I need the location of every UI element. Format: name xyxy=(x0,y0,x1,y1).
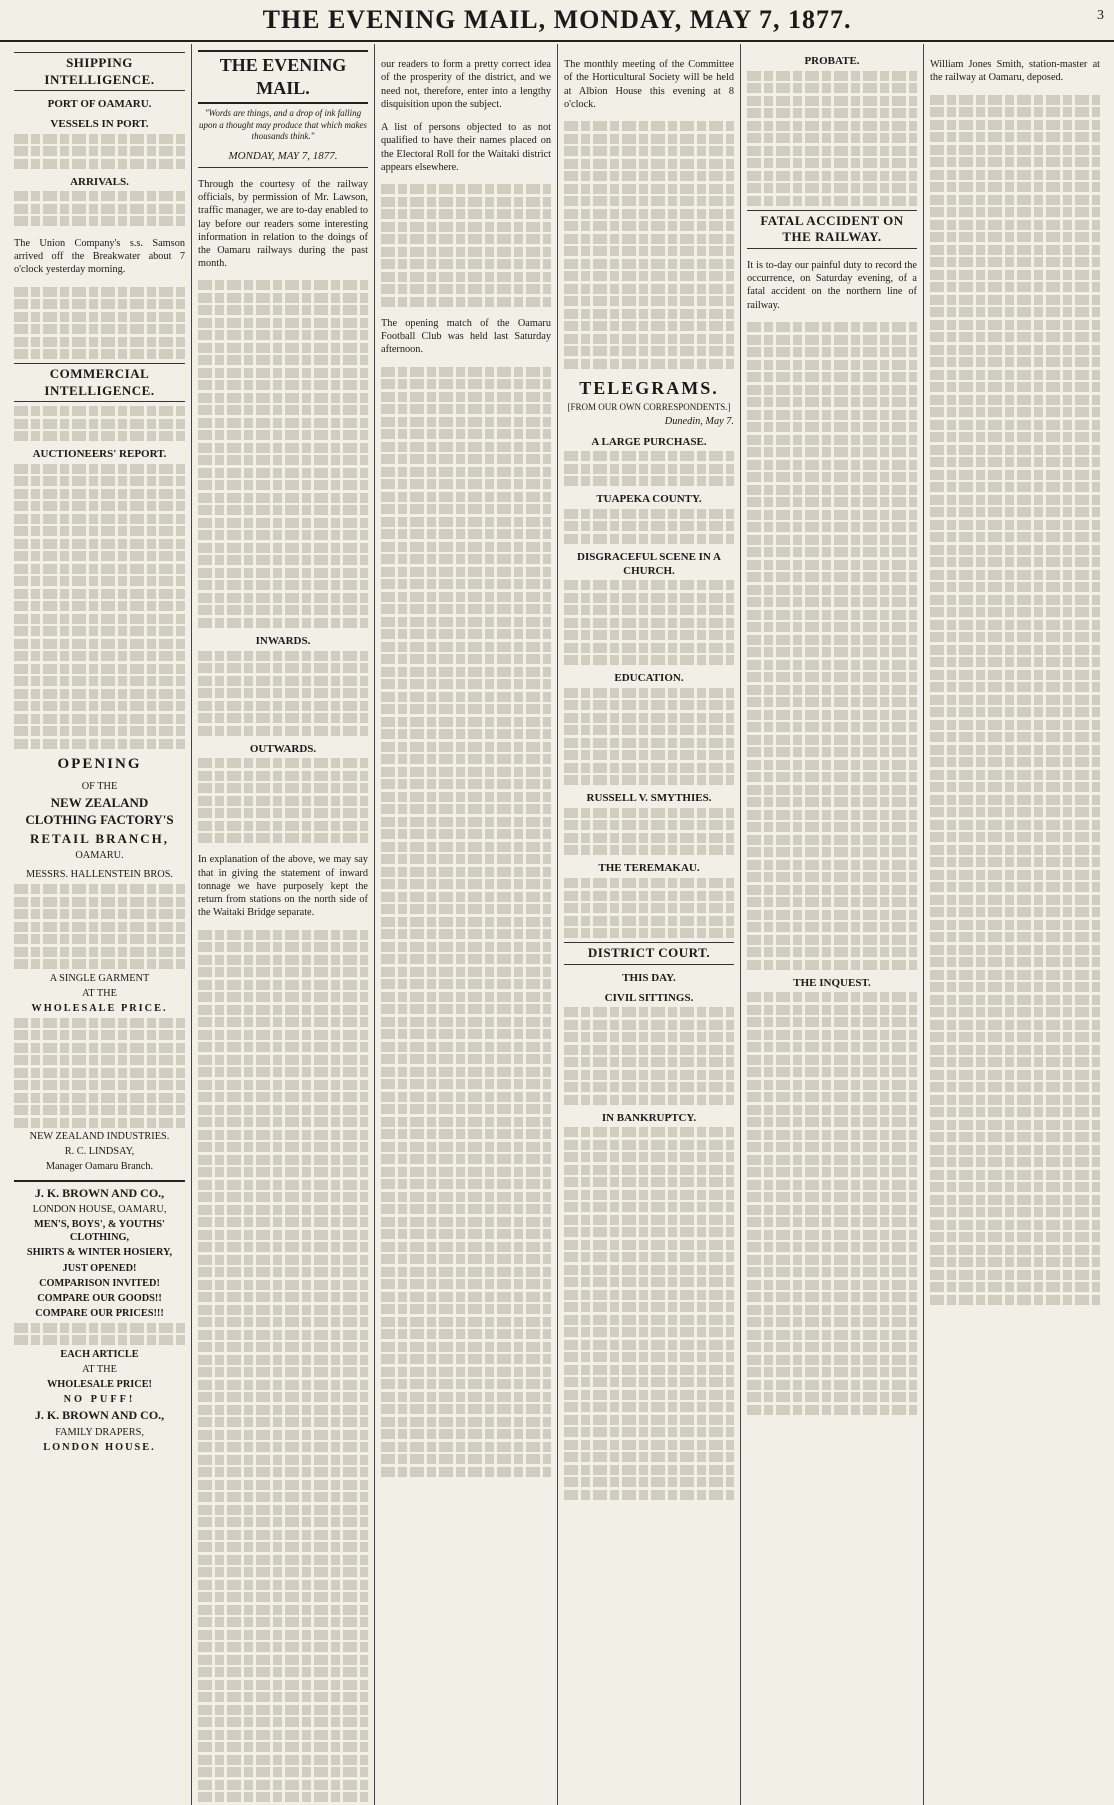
ad-just-opened: JUST OPENED! xyxy=(62,1262,137,1274)
fatal-accident-heading: FATAL ACCIDENT ON THE RAILWAY. xyxy=(747,210,917,249)
church-heading: DISGRACEFUL SCENE IN A CHURCH. xyxy=(577,550,721,577)
arrivals-text xyxy=(14,191,185,226)
ad-factory: NEW ZEALAND CLOTHING FACTORY'S xyxy=(25,795,174,827)
evening-mail-masthead: THE EVENING MAIL. xyxy=(198,50,368,104)
accident-paragraph: It is to-day our painful duty to record the occurrence, on Saturday evening, of a fatal accident on the northern line of railway. xyxy=(747,260,917,311)
ad-oamaru: OAMARU. xyxy=(75,850,124,862)
tuapeka-text xyxy=(564,509,734,544)
ad-compare-goods: COMPARE OUR GOODS!! xyxy=(37,1292,162,1304)
education-heading: EDUCATION. xyxy=(614,672,684,685)
col6-paragraph: William Jones Smith, station-master at the railway at Oamaru, deposed. xyxy=(930,59,1100,84)
vessels-text xyxy=(14,134,185,169)
vessels-heading: VESSELS IN PORT. xyxy=(50,118,149,131)
ad-nz-industries: NEW ZEALAND INDUSTRIES. xyxy=(29,1131,170,1143)
ad-london-house-2: LONDON HOUSE. xyxy=(43,1441,156,1453)
column-6 xyxy=(923,44,1106,1805)
columns xyxy=(8,44,1106,1453)
tuapeka-heading: TUAPEKA COUNTY. xyxy=(596,493,702,506)
correspondents-note: [FROM OUR OWN CORRESPONDENTS.] xyxy=(567,401,731,412)
ad-compare-prices: COMPARE OUR PRICES!!! xyxy=(35,1308,164,1320)
newspaper-title: THE EVENING MAIL, MONDAY, MAY 7, 1877. xyxy=(262,5,852,34)
ad-brown-2: J. K. BROWN AND CO., xyxy=(34,1408,165,1423)
ad-lindsay: R. C. LINDSAY, xyxy=(64,1146,135,1158)
civil-sittings: CIVIL SITTINGS. xyxy=(604,991,694,1004)
ad-wholesale-price: WHOLESALE PRICE! xyxy=(47,1379,152,1391)
ad-manager: Manager Oamaru Branch. xyxy=(45,1161,154,1173)
court-text xyxy=(564,1007,734,1105)
commercial-text xyxy=(14,406,185,441)
col3-text-1 xyxy=(381,184,551,307)
inquest-heading: THE INQUEST. xyxy=(793,976,871,989)
col3-paragraph-1: our readers to form a pretty correct idea of the prosperity of the district, and we need not, therefore, enter into a lengthy disquisition upon the subject. xyxy=(381,59,551,110)
explanation-text xyxy=(198,930,368,1803)
ad-comparison: COMPARISON INVITED! xyxy=(39,1277,160,1289)
ad-no-puff: NO PUFF! xyxy=(63,1394,136,1406)
inquest-text xyxy=(747,992,917,1415)
ad-body xyxy=(14,884,185,969)
ad-at-the-2: AT THE xyxy=(82,1363,117,1375)
ad-at-the: AT THE xyxy=(82,987,117,999)
shipping-heading: SHIPPING INTELLIGENCE. xyxy=(14,52,185,91)
russell-heading: RUSSELL V. SMYTHIES. xyxy=(586,792,712,805)
ad-retail-branch: RETAIL BRANCH, xyxy=(29,830,169,846)
horticultural-paragraph: The monthly meeting of the Committee of the Horticultural Society will be held at Albion House this evening at 8 o'clock. xyxy=(564,59,734,110)
port-heading: PORT OF OAMARU. xyxy=(47,98,152,111)
ad-single-garment: A SINGLE GARMENT xyxy=(49,972,150,984)
ad-brown: J. K. BROWN AND CO., xyxy=(34,1185,165,1200)
auction-heading: AUCTIONEERS' REPORT. xyxy=(32,448,167,461)
ad-each-article: EACH ARTICLE xyxy=(60,1348,139,1360)
column-1 xyxy=(8,44,191,1805)
shipping-paragraph: The Union Company's s.s. Samson arrived off the Breakwater about 7 o'clock yesterday morning. xyxy=(14,237,185,276)
large-purchase-text xyxy=(564,451,734,486)
arrivals-heading: ARRIVALS. xyxy=(70,175,129,188)
telegrams-heading: TELEGRAMS. xyxy=(579,377,719,398)
ad-wholesale: WHOLESALE PRICE. xyxy=(31,1002,168,1014)
outwards-heading: OUTWARDS. xyxy=(249,742,317,755)
this-day: THIS DAY. xyxy=(622,971,676,984)
education-text xyxy=(564,688,734,786)
shipping-text xyxy=(14,287,185,360)
explanation-paragraph: In explanation of the above, we may say that in giving the statement of inward tonnage we have purposely kept the return from stations on the north side of the Waitaki Bridge separate. xyxy=(198,854,368,919)
ad-of-the: OF THE xyxy=(81,781,118,793)
probate-heading: PROBATE. xyxy=(804,55,860,67)
district-court-heading: DISTRICT COURT. xyxy=(564,942,734,965)
col4-text-1 xyxy=(564,121,734,369)
large-purchase-heading: A LARGE PURCHASE. xyxy=(591,435,707,448)
auction-text xyxy=(14,464,185,749)
ad-london-house: LONDON HOUSE, OAMARU, xyxy=(32,1203,167,1215)
page-number: 3 xyxy=(1097,8,1104,23)
bankruptcy-heading: IN BANKRUPTCY. xyxy=(601,1111,697,1124)
accident-text xyxy=(747,322,917,970)
col6-text xyxy=(930,95,1100,1305)
ad-body-3 xyxy=(14,1323,185,1346)
bankruptcy-text xyxy=(564,1127,734,1500)
col3-paragraph-2: A list of persons objected to as not qualified to have their names placed on the Electoral Roll for the Waitaki district appears elsewhere. xyxy=(381,122,551,173)
column-4 xyxy=(557,44,740,1805)
ad-hallenstein: MESSRS. HALLENSTEIN BROS. xyxy=(25,869,174,881)
commercial-heading: COMMERCIAL INTELLIGENCE. xyxy=(14,363,185,402)
church-text xyxy=(564,580,734,665)
ad-family-drapers: FAMILY DRAPERS, xyxy=(55,1426,144,1438)
teremakau-heading: THE TEREMAKAU. xyxy=(598,862,700,875)
column-5 xyxy=(740,44,923,1805)
outwards-table xyxy=(198,758,368,843)
col3-paragraph-3: The opening match of the Oamaru Football Club was held last Saturday afternoon. xyxy=(381,318,551,356)
ad-body-2 xyxy=(14,1018,185,1128)
editorial-text xyxy=(198,280,368,628)
probate-text xyxy=(747,71,917,206)
column-3 xyxy=(374,44,557,1805)
col3-text-2 xyxy=(381,367,551,1477)
inwards-heading: INWARDS. xyxy=(255,634,311,647)
masthead-quote: "Words are things, and a drop of ink falling upon a thought may produce that which makes thousands think." xyxy=(199,108,367,142)
masthead xyxy=(0,0,1114,42)
editorial-date: MONDAY, MAY 7, 1877. xyxy=(198,149,368,168)
ad-opening: OPENING xyxy=(57,755,142,772)
teremakau-text xyxy=(564,878,734,938)
ad-clothing: MEN'S, BOYS', & YOUTHS' CLOTHING, xyxy=(34,1219,165,1244)
ad-hosiery: SHIRTS & WINTER HOSIERY, xyxy=(26,1247,173,1259)
editorial-paragraph: Through the courtesy of the railway officials, by permission of Mr. Lawson, traffic manager, we are to-day enabled to lay before our readers some interesting information in relation to the doings of the Oamaru railways during the past month. xyxy=(198,178,368,270)
column-2 xyxy=(191,44,374,1805)
telegram-dateline: Dunedin, May 7. xyxy=(664,416,734,428)
russell-text xyxy=(564,808,734,856)
inwards-table xyxy=(198,651,368,736)
